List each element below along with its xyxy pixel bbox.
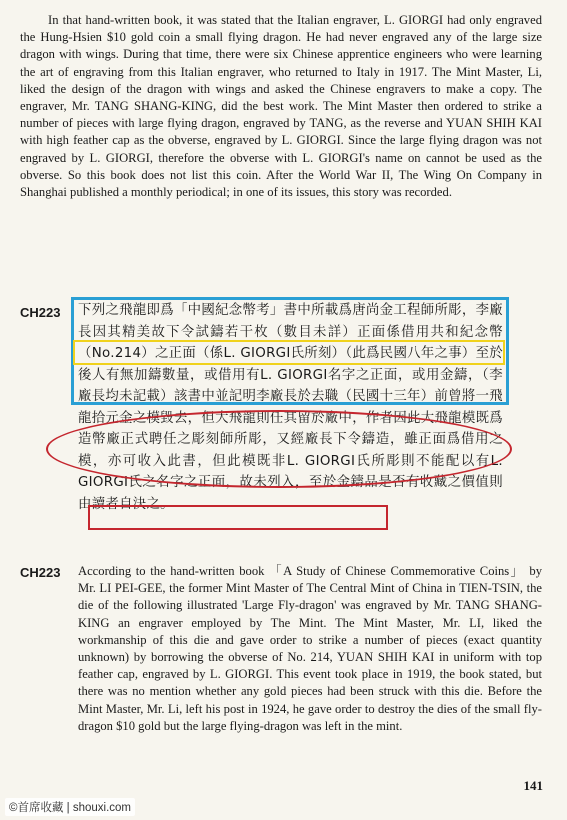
catalog-label-english: CH223 [20,565,61,580]
intro-paragraph: In that hand-written book, it was stated that the Italian engraver, L. GIORGI had only engraved the Hung-Hsien $10 gold coin a small flying dragon. He had never engraved any of the large size dragon with wings. During that time, there were six Chinese apprentice engineers who were learning the art of engraving from this Italian engraver, who returned to Italy in 1917. The Mint Master, Li, liked the design of the dragon with wings and asked the Chinese engravers to make a copy. The engraver, Mr. TANG SHANG-KING, did the best work. The Mint Master then ordered to strike a number of pieces with large flying dragon, engraved by TANG, as the reverse and YUAN SHIH KAI with high feather cap as the obverse, engraved by L. GIORGI. Since the large flying dragon was not engraved by L. GIORGI, therefore the obverse with L. GIORGI's name on cannot be used as the obverse. So this book does not list this coin. After the World War II, The Wing On Company in Shanghai published a monthly periodical; in one of its issues, this story was recorded. [20,13,542,200]
english-paragraph: According to the hand-written book 「A Study of Chinese Commemorative Coins」 by Mr. LI PEI-GEE, the former Mint Master of The Central Mint of China in TIEN-TSIN, the die of the following illustrated 'Large Fly-dragon' was engraved by Mr. TANG SHANG-KING an engraver employed by The Mint. The Mint Master, Mr. LI, liked the workmanship of this die and gave order to strike a number of pieces (exact quantity unknown) by borrowing the obverse of No. 214, YUAN SHIH KAI in uniform with top feather cap, engraved by L. GIORGI. This event took place in 1919, the book stated, but there was no mention whether any gold pieces had been struck with this die. Before the Mint Master, Mr. Li, left his post in 1924, he gave order to destroy the dies of the small fly-dragon $10 gold but the large flying-dragon was left in the mint. [78,564,542,733]
watermark: ©首席收藏 | shouxi.com [5,798,135,816]
page-number: 141 [523,778,543,793]
chinese-paragraph: 下列之飛龍即爲「中國紀念幣考」書中所載爲唐尚金工程師所彫，李廠長因其精美故下令試鑄若干枚（數目未詳）正面係借用共和紀念幣（No.214）之正面（係L. GIORGI氏所刻）（此爲民國八年之事）至於後人有無加鑄數量，或借用有L. GIORGI名字之正面，或用金鑄，（李廠長均未記載）該書中並記明李廠長於去職（民國十三年）前曾將一飛龍拾元金之模毀去，但大飛龍則任其留於廠中，作者因此大飛龍模既爲造幣廠正式聘任之彫刻師所彫，又經廠長下令鑄造，雖正面爲借用之模，亦可收入此書，但此模既非L. GIORGI氏所彫則不能配以有L. GIORGI氏之名字之正面，故未列入，至於金鑄品是否有收藏之價值則由讀者自決之。 [78,303,503,512]
catalog-label-chinese: CH223 [20,305,61,320]
